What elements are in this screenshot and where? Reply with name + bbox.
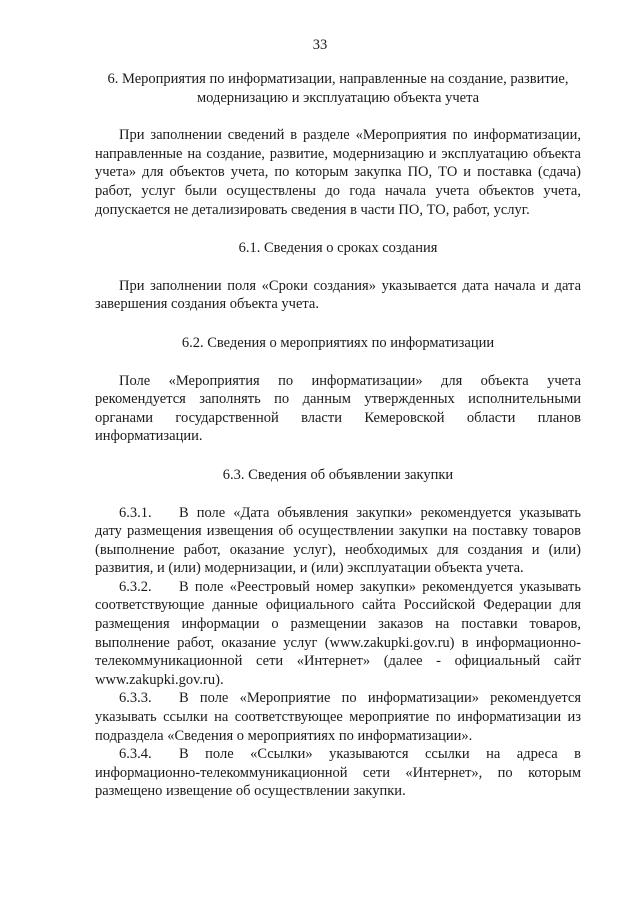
section-title-line-1: 6. Мероприятия по информатизации, направленные на создание, развитие, [107, 71, 569, 87]
subsection-6-2-paragraph: Поле «Мероприятия по информатизации» для объекта учета рекомендуется заполнять по данным утвержденных исполнительными органами государственной власти Кемеровской области планов информатизации. [95, 372, 581, 445]
list-item-6-3-2 [95, 578, 581, 690]
list-item-number: 6.3.4. [119, 746, 152, 763]
section-intro-paragraph: При заполнении сведений в разделе «Мероприятия по информатизации, направленные на создание, развитие, модернизацию и эксплуатацию объекта учета» для объектов учета, по которым закупка ПО, ТО и поставка (сдача) работ, услуг были осуществлены до года начала учета объектов учета, допускается не детализировать сведения в части ПО, ТО, работ, услуг. [95, 127, 581, 218]
list-item-6-3-1 [95, 504, 581, 578]
section-title-line-2: модернизацию и эксплуатацию объекта учета [196, 89, 480, 106]
list-item-text: В поле «Ссылки» указываются ссылки на адреса в информационно-телекоммуникационной сети «Интернет», по которым размещено извещение об осуществлении закупки. [95, 746, 581, 800]
list-item-number: 6.3.2. [119, 578, 152, 595]
page-number: 33 [312, 37, 328, 53]
list-item-text: В поле «Мероприятие по информатизации» рекомендуется указывать ссылки на соответствующее мероприятие по информатизации из подраздела «Сведения о мероприятиях по информатизации». [95, 690, 581, 744]
list-item-text: В поле «Дата объявления закупки» рекомендуется указывать дату размещения извещения об осуществлении закупки на поставку товаров (выполнение работ, оказание услуг), необходимых для создания и (или) развития, и (или) модернизации, и (или) эксплуатации объекта учета. [95, 504, 581, 577]
subsection-6-1-paragraph: При заполнении поля «Сроки создания» указывается дата начала и дата завершения создания объекта учета. [95, 277, 581, 313]
list-item-6-3-4 [95, 745, 581, 801]
list-item-number: 6.3.1. [119, 504, 152, 521]
section-title [95, 70, 581, 107]
list-item-number: 6.3.3. [119, 690, 152, 707]
subsection-heading-6-3: 6.3. Сведения об объявлении закупки [222, 466, 454, 483]
document-body [95, 70, 581, 801]
subsection-heading-6-1: 6.1. Сведения о сроках создания [238, 240, 438, 257]
list-item-text: В поле «Реестровый номер закупки» рекомендуется указывать соответствующие данные официального сайта Российской Федерации для размещения информации о размещении заказов на поставки товаров, выполнение работ, оказание услуг (www.zakupki.gov.ru) в информационно-телекоммуникационной сети «Интернет» (далее - официальный сайт www.zakupki.gov.ru). [95, 578, 581, 688]
subsection-heading-6-2: 6.2. Сведения о мероприятиях по информатизации [181, 334, 495, 351]
list-item-6-3-3 [95, 689, 581, 745]
